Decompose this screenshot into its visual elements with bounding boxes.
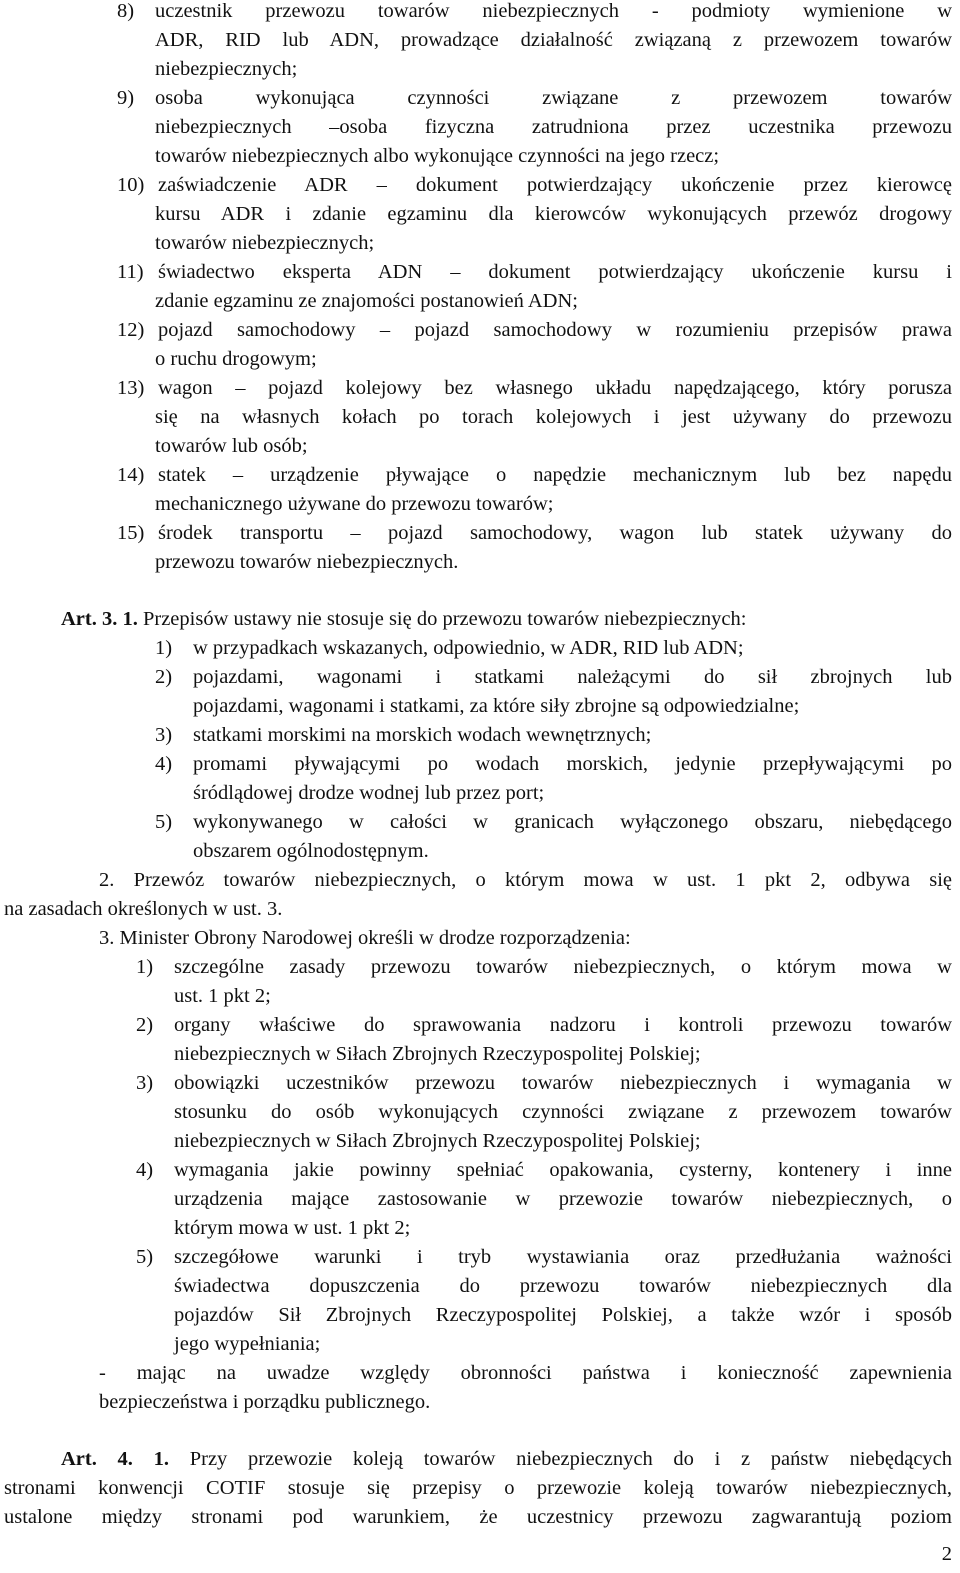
item-number: 8) — [117, 0, 135, 22]
point-number: 5) — [136, 1246, 154, 1268]
point-text: pojazdów Sił Zbrojnych Rzeczypospolitej Polskiej, a także wzór i sposób — [174, 1304, 952, 1326]
item-number: 12) — [117, 319, 145, 341]
definition-text: osoba wykonująca czynności związane z przewozem towarów — [155, 87, 952, 109]
closing-clause: bezpieczeństwa i porządku publicznego. — [99, 1391, 431, 1413]
point-text: pojazdami, wagonami i statkami, za które siły zbrojne są odpowiedzialne; — [193, 695, 800, 717]
definition-text: zaświadczenie ADR – dokument potwierdzający ukończenie przez kierowcę — [158, 174, 952, 196]
definition-text: niebezpiecznych; — [155, 58, 298, 80]
item-number: 10) — [117, 174, 145, 196]
point-number: 4) — [136, 1159, 154, 1181]
definition-text: towarów lub osób; — [155, 435, 308, 457]
point-number: 1) — [136, 956, 154, 978]
point-text: niebezpiecznych w Siłach Zbrojnych Rzeczypospolitej Polskiej; — [174, 1130, 701, 1152]
point-number: 4) — [155, 753, 173, 775]
article-text: ustalone między stronami pod warunkiem, że uczestnicy przewozu zagwarantują poziom — [4, 1506, 952, 1528]
point-text: którym mowa w ust. 1 pkt 2; — [174, 1217, 411, 1239]
section-3-text: 3. Minister Obrony Narodowej określi w drodze rozporządzenia: — [99, 927, 631, 949]
point-text: jego wypełniania; — [174, 1333, 321, 1355]
point-number: 3) — [155, 724, 173, 746]
point-text: pojazdami, wagonami i statkami należącymi do sił zbrojnych lub — [193, 666, 952, 688]
definition-text: uczestnik przewozu towarów niebezpiecznych - podmioty wymienione w — [155, 0, 952, 22]
definition-text: ADR, RID lub ADN, prowadzące działalność związaną z przewozem towarów — [155, 29, 952, 51]
point-text: organy właściwe do sprawowania nadzoru i kontroli przewozu towarów — [174, 1014, 952, 1036]
article-text: Przy przewozie koleją towarów niebezpiecznych do i z państw niebędących — [189, 1448, 953, 1470]
point-text: urządzenia mające zastosowanie w przewozie towarów niebezpiecznych, o — [174, 1188, 952, 1210]
point-text: szczególne zasady przewozu towarów niebezpiecznych, o którym mowa w — [174, 956, 952, 978]
point-text: wykonywanego w całości w granicach wyłączonego obszaru, niebędącego — [193, 811, 952, 833]
point-text: obowiązki uczestników przewozu towarów niebezpiecznych i wymagania w — [174, 1072, 952, 1094]
point-text: wymagania jakie powinny spełniać opakowania, cysterny, kontenery i inne — [174, 1159, 952, 1181]
definition-text: statek – urządzenie pływające o napędzie mechanicznym lub bez napędu — [158, 464, 952, 486]
point-text: stosunku do osób wykonujących czynności związane z przewozem towarów — [174, 1101, 952, 1123]
point-text: ust. 1 pkt 2; — [174, 985, 271, 1007]
article-4-paragraph — [61, 1445, 952, 1474]
article-heading: Art. 4. 1. — [61, 1448, 170, 1470]
item-number: 9) — [117, 87, 135, 109]
article-intro: Przepisów ustawy nie stosuje się do przewozu towarów niebezpiecznych: — [142, 608, 747, 630]
definition-text: pojazd samochodowy – pojazd samochodowy w rozumieniu przepisów prawa — [158, 319, 952, 341]
item-number: 11) — [117, 261, 144, 283]
point-number: 5) — [155, 811, 173, 833]
definition-text: towarów niebezpiecznych albo wykonujące czynności na jego rzecz; — [155, 145, 720, 167]
point-text: obszarem ogólnodostępnym. — [193, 840, 429, 862]
definition-text: wagon – pojazd kolejowy bez własnego układu napędzającego, który porusza — [158, 377, 952, 399]
article-3-paragraph — [61, 605, 746, 634]
section-2-text: na zasadach określonych w ust. 3. — [4, 898, 283, 920]
point-text: statkami morskimi na morskich wodach wewnętrznych; — [193, 724, 652, 746]
definition-text: zdanie egzaminu ze znajomości postanowień ADN; — [155, 290, 578, 312]
point-text: promami pływającymi po wodach morskich, jedynie przepływającymi po — [193, 753, 952, 775]
point-number: 3) — [136, 1072, 154, 1094]
point-text: śródlądowej drodze wodnej lub przez port; — [193, 782, 545, 804]
definition-text: o ruchu drogowym; — [155, 348, 317, 370]
definition-text: świadectwo eksperta ADN – dokument potwierdzający ukończenie kursu i — [158, 261, 952, 283]
closing-clause: - mając na uwadze względy obronności państwa i konieczność zapewnienia — [99, 1362, 952, 1384]
section-2-text: 2. Przewóz towarów niebezpiecznych, o którym mowa w ust. 1 pkt 2, odbywa się — [99, 869, 952, 891]
point-text: świadectwa dopuszczenia do przewozu towarów niebezpiecznych dla — [174, 1275, 952, 1297]
definition-text: towarów niebezpiecznych; — [155, 232, 375, 254]
definition-text: się na własnych kołach po torach kolejowych i jest używany do przewozu — [155, 406, 952, 428]
point-text: szczegółowe warunki i tryb wystawiania oraz przedłużania ważności — [174, 1246, 952, 1268]
definition-text: środek transportu – pojazd samochodowy, wagon lub statek używany do — [158, 522, 952, 544]
point-number: 2) — [136, 1014, 154, 1036]
article-heading: Art. 3. 1. — [61, 608, 138, 630]
point-number: 1) — [155, 637, 173, 659]
point-number: 2) — [155, 666, 173, 688]
point-text: w przypadkach wskazanych, odpowiednio, w ADR, RID lub ADN; — [193, 637, 744, 659]
article-text: stronami konwencji COTIF stosuje się przepisy o przewozie koleją towarów niebezpiecznych, — [4, 1477, 952, 1499]
definition-text: niebezpiecznych –osoba fizyczna zatrudniona przez uczestnika przewozu — [155, 116, 952, 138]
definition-text: mechanicznego używane do przewozu towarów; — [155, 493, 554, 515]
definition-text: przewozu towarów niebezpiecznych. — [155, 551, 459, 573]
point-text: niebezpiecznych w Siłach Zbrojnych Rzeczypospolitej Polskiej; — [174, 1043, 701, 1065]
item-number: 13) — [117, 377, 145, 399]
item-number: 15) — [117, 522, 145, 544]
definition-text: kursu ADR i zdanie egzaminu dla kierowców wykonujących przewóz drogowy — [155, 203, 952, 225]
page-number: 2 — [941, 1543, 952, 1565]
item-number: 14) — [117, 464, 145, 486]
